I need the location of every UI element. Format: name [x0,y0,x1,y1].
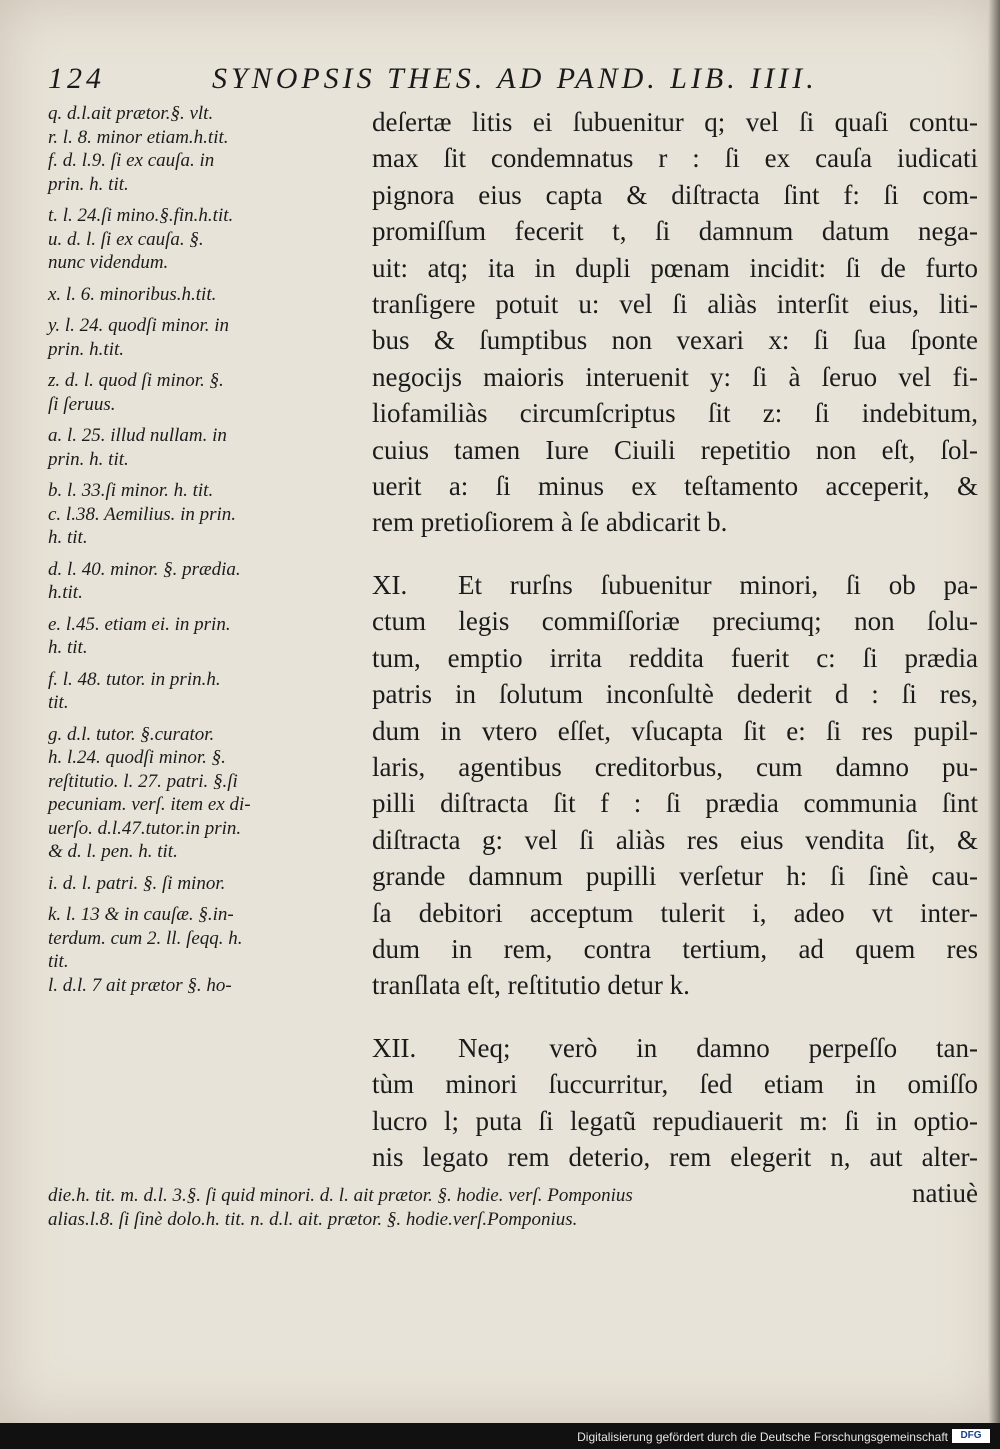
main-text [372,104,978,1212]
running-head [48,62,928,102]
text-line: liofamiliàs circumſcriptus ſit z: ſi indebitum, [372,398,978,429]
note-line: prin. h. tit. [48,173,129,195]
section-xi [372,567,978,1004]
note-line: nunc videndum. [48,252,169,273]
text-line: rem pretioſiorem à ſe abdicarit b. [372,507,728,538]
note-line: l. d.l. 7 ait prætor §. ho- [48,974,232,996]
text-line: patris in ſolutum inconſultè dederit d : ſi res, [372,679,978,710]
note-line: z. d. l. quod ſi minor. §. [48,370,224,391]
note-line: f. l. 48. tutor. in prin.h. [48,668,221,690]
note-line: f. d. l.9. ſi ex cauſa. in [48,150,215,171]
note-line: & d. l. pen. h. tit. [48,841,178,862]
text-line: uit: atq; ita in dupli pœnam incidit: ſi de furto [372,252,978,283]
section-number: XI. [372,569,408,600]
text-line: laris, agentibus creditorbus, cum damno pu- [372,751,978,782]
text-segment: Neq; verò in damno perpeſſo tan- [458,1032,978,1063]
note-line: h. tit. [48,527,88,548]
text-line: nis legato rem deterio, rem elegerit n, aut alter- [372,1141,978,1172]
text-line: bus & ſumptibus non vexari x: ſi ſua ſponte [372,325,978,356]
note-line: h. l.24. quodſi minor. §. [48,747,226,768]
page-number: 124 [48,62,105,95]
footer-credit: Digitalisierung gefördert durch die Deutsche Forschungsgemeinschaft [577,1430,948,1444]
text-line: uerit a: ſi minus ex teſtamento acceperit, & [372,471,978,502]
text-line [372,1030,978,1066]
text-line: diſtracta g: vel ſi aliàs res eius vendita ſit, & [372,824,978,855]
note-line: g. d.l. tutor. §.curator. [48,723,215,745]
note-line: die.h. tit. m. d.l. 3.§. ſi quid minori. d. l. ait prætor. §. hodie. verſ. Pomponius [48,1185,633,1206]
note-line: k. l. 13 & in cauſæ. §.in- [48,904,234,925]
note-line: a. l. 25. illud nullam. in [48,425,227,446]
note-line: r. l. 8. minor etiam.h.tit. [48,126,229,148]
note-line: q. d.l.ait prætor.§. vlt. [48,103,214,124]
note-line: tit. [48,692,69,713]
text-line: cuius tamen Iure Ciuili repetitio non eſt, ſol- [372,434,978,465]
header-title: SYNOPSIS THES. AD PAND. LIB. IIII. [212,62,818,95]
text-line: max ſit condemnatus r : ſi ex cauſa iudicati [372,143,978,174]
note-line: tit. [48,951,69,972]
text-line [372,567,978,603]
text-line: ctum legis commiſſoriæ preciumq; non ſolu- [372,606,978,637]
text-line: pilli diſtracta ſit f : ſi prædia communia ſint [372,788,978,819]
note-line: i. d. l. patri. §. ſi minor. [48,872,226,894]
note-line: b. l. 33.ſi minor. h. tit. [48,480,214,501]
note-line: e. l.45. etiam ei. in prin. [48,613,231,635]
text-line: tùm minori ſuccurritur, ſed etiam in omiſſo [372,1069,978,1100]
text-line: tranſigere potuit u: vel ſi aliàs interſit eius, liti- [372,289,978,320]
note-line: uerſo. d.l.47.tutor.in prin. [48,817,242,839]
page-edge [988,0,1000,1423]
dfg-logo: DFG [952,1429,990,1443]
note-line: c. l.38. Aemilius. in prin. [48,503,237,525]
note-line: u. d. l. ſi ex cauſa. §. [48,228,204,250]
note-line: h.tit. [48,582,83,603]
text-line: promiſſum fecerit t, ſi damnum datum nega- [372,216,978,247]
paragraph-continuation [372,104,978,541]
note-line: x. l. 6. minoribus.h.tit. [48,283,217,305]
text-line: lucro l; puta ſi legatũ repudiauerit m: ſi in optio- [372,1105,978,1136]
text-line: dum in rem, contra tertium, ad quem res [372,933,978,964]
text-line: ſa debitori acceptum tulerit i, adeo vt inter- [372,897,978,928]
note-line: t. l. 24.ſi mino.§.fin.h.tit. [48,205,234,226]
note-line: ſi ſeruus. [48,393,116,415]
bottom-notes [48,1184,968,1232]
text-line: tranſlata eſt, reſtitutio detur k. [372,970,690,1001]
text-line: deſertæ litis ei ſubuenitur q; vel ſi quaſi contu- [372,107,978,137]
text-line: grande damnum pupilli verſetur h: ſi ſinè cau- [372,861,978,892]
note-line: alias.l.8. ſi ſinè dolo.h. tit. n. d.l. ait. prætor. §. hodie.verſ.Pomponius. [48,1209,578,1230]
text-line: dum in vtero eſſet, vſucapta ſit e: ſi res pupil- [372,715,978,746]
note-line: terdum. cum 2. ll. ſeqq. h. [48,927,243,949]
note-line: reſtitutio. l. 27. patri. §.ſi [48,770,238,792]
note-line: h. tit. [48,637,88,658]
note-line: prin. h.tit. [48,338,125,360]
section-number: XII. [372,1032,417,1063]
note-line: y. l. 24. quodſi minor. in [48,315,230,336]
catchword: natiuè [912,1178,978,1209]
text-line: negocijs maioris interuenit y: ſi à ſeruo vel fi- [372,361,978,392]
note-line: pecuniam. verſ. item ex di- [48,794,251,815]
text-line: tum, emptio irrita reddita fuerit c: ſi prædia [372,642,978,673]
digitization-footer [0,1423,1000,1449]
marginal-notes [48,102,366,997]
text-segment: Et rurſns ſubuenitur minori, ſi ob pa- [458,569,978,600]
note-line: prin. h. tit. [48,448,129,470]
note-line: d. l. 40. minor. §. prædia. [48,558,241,580]
text-line: pignora eius capta & diſtracta ſint f: ſi com- [372,179,978,210]
